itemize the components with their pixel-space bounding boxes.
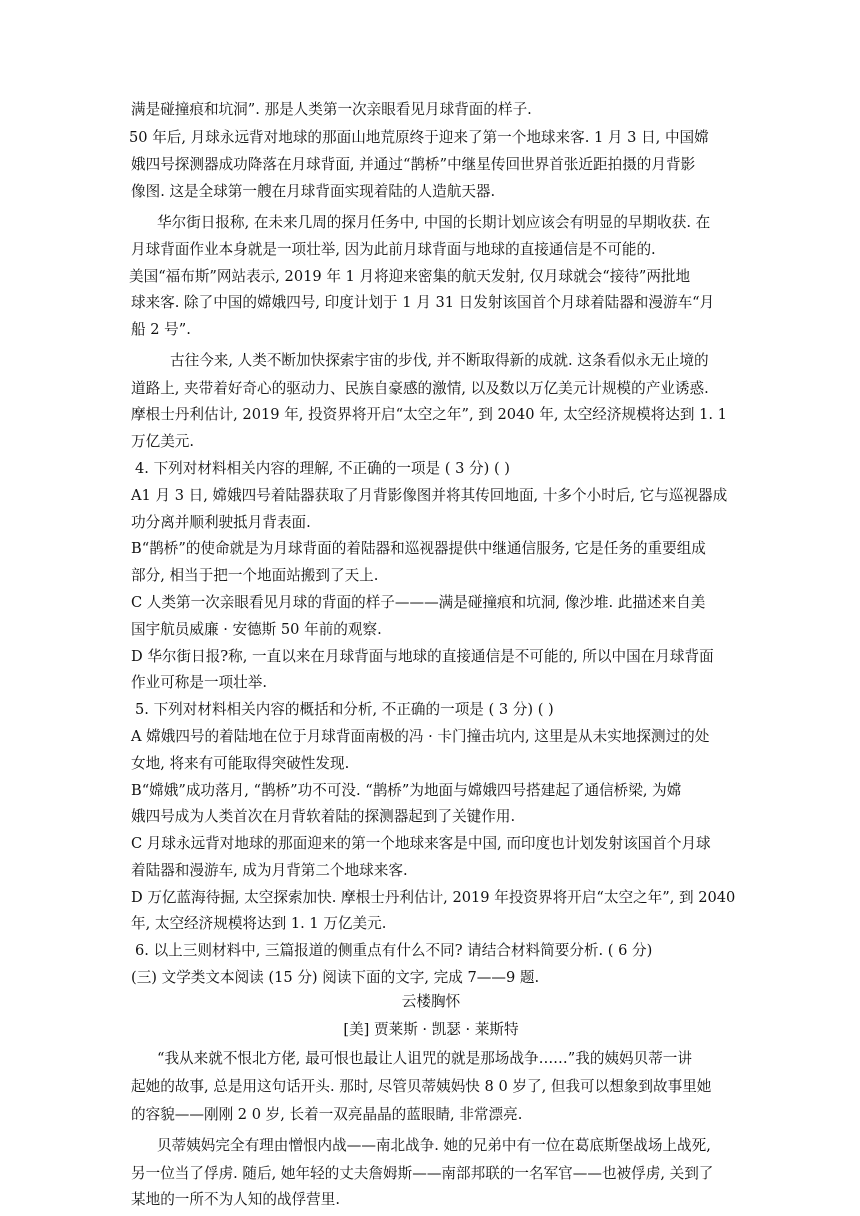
question-6: 6. 以上三则材料中, 三篇报道的侧重点有什么不同? 请结合材料简要分析. ( 6 分) bbox=[135, 942, 653, 959]
text-line: “我从来就不恨北方佬, 最可恨也最让人诅咒的就是那场战争……”我的姨妈贝蒂一讲 bbox=[157, 1050, 692, 1067]
text-line: 美国“福布斯”网站表示, 2019 年 1 月将迎来密集的航天发射, 仅月球就会“接待”两批地 bbox=[129, 268, 691, 285]
text-line: 娥四号探测器成功降落在月球背面, 并通过“鹊桥”中继星传回世界首张近距拍摄的月背影 bbox=[131, 156, 696, 173]
article-title: 云楼胸怀 bbox=[401, 993, 461, 1010]
option-b-cont: 娥四号成为人类首次在月背软着陆的探测器起到了关键作用. bbox=[131, 808, 516, 825]
text-line: 月球背面作业本身就是一项壮举, 因为此前月球背面与地球的直接通信是不可能的. bbox=[131, 241, 656, 258]
option-a: A 嫦娥四号的着陆地在位于月球背面南极的冯 · 卡门撞击坑内, 这里是从未实地探测过的处 bbox=[131, 728, 710, 745]
text-line: 的容貌——刚刚 2 0 岁, 长着一双亮晶晶的蓝眼睛, 非常漂亮. bbox=[131, 1106, 523, 1123]
option-d: D 华尔街日报?称, 一直以来在月球背面与地球的直接通信是不可能的, 所以中国在月球背面 bbox=[131, 648, 714, 665]
option-d: D 万亿蓝海待掘, 太空探索加快. 摩根士丹利估计, 2019 年投资界将开启“太空之年”, 到 2040 bbox=[131, 889, 736, 906]
text-line: 球来客. 除了中国的嫦娥四号, 印度计划于 1 月 31 日发射该国首个月球着陆器和漫游车“月 bbox=[131, 294, 715, 311]
option-c: C 月球永远背对地球的那面迎来的第一个地球来客是中国, 而印度也计划发射该国首个月球 bbox=[131, 835, 711, 852]
question-4: 4. 下列对材料相关内容的理解, 不正确的一项是 ( 3 分) ( ) bbox=[135, 460, 510, 477]
text-line: 另一位当了俘虏. 随后, 她年轻的丈夫詹姆斯——南部邦联的一名军官——也被俘虏, 关到了 bbox=[131, 1165, 714, 1182]
question-5: 5. 下列对材料相关内容的概括和分析, 不正确的一项是 ( 3 分) ( ) bbox=[135, 701, 554, 718]
text-line: 50 年后, 月球永远背对地球的那面山地荒原终于迎来了第一个地球来客. 1 月 3 日, 中国嫦 bbox=[129, 129, 709, 146]
option-a: A1 月 3 日, 嫦娥四号着陆器获取了月背影像图并将其传回地面, 十多个小时后, 它与巡视器成 bbox=[131, 487, 728, 504]
option-d-cont: 作业可称是一项壮举. bbox=[131, 674, 267, 691]
text-line: 船 2 号”. bbox=[131, 321, 191, 338]
text-line: 贝蒂姨妈完全有理由憎恨内战——南北战争. 她的兄弟中有一位在葛底斯堡战场上战死, bbox=[157, 1137, 711, 1154]
option-b: B“鹊桥”的使命就是为月球背面的着陆器和巡视器提供中继通信服务, 它是任务的重要组成 bbox=[131, 540, 706, 557]
text-line: 古往今来, 人类不断加快探索宇宙的步伐, 并不断取得新的成就. 这条看似永无止境的 bbox=[170, 352, 709, 369]
text-line: 万亿美元. bbox=[131, 433, 195, 450]
section-heading: (三) 文学类文本阅读 (15 分) 阅读下面的文字, 完成 7——9 题. bbox=[131, 969, 540, 986]
text-line: 摩根士丹利估计, 2019 年, 投资界将开启“太空之年”, 到 2040 年, 太空经济规模将达到 1. 1 bbox=[131, 406, 727, 423]
option-a-cont: 女地, 将来有可能取得突破性发现. bbox=[131, 755, 350, 772]
text-line: 道路上, 夹带着好奇心的驱动力、民族自豪感的激情, 以及数以万亿美元计规模的产业诱惑. bbox=[131, 380, 709, 397]
option-a-cont: 功分离并顺利驶抵月背表面. bbox=[131, 514, 311, 531]
text-line: 华尔街日报称, 在未来几周的探月任务中, 中国的长期计划应该会有明显的早期收获. 在 bbox=[157, 214, 711, 231]
text-line: 某地的一所不为人知的战俘营里. bbox=[131, 1191, 340, 1208]
option-c-cont: 着陆器和漫游车, 成为月背第二个地球来客. bbox=[131, 862, 408, 879]
option-c-cont: 国宇航员威廉 · 安德斯 50 年前的观察. bbox=[131, 621, 382, 638]
option-b: B“嫦娥”成功落月, “鹊桥”功不可没. “鹊桥”为地面与嫦娥四号搭建起了通信桥梁, 为嫦 bbox=[131, 782, 682, 799]
option-b-cont: 部分, 相当于把一个地面站搬到了天上. bbox=[131, 567, 379, 584]
article-author: [美] 贾莱斯 · 凯瑟 · 莱斯特 bbox=[343, 1021, 519, 1038]
option-d-cont: 年, 太空经济规模将达到 1. 1 万亿美元. bbox=[131, 915, 387, 932]
option-c: C 人类第一次亲眼看见月球的背面的样子———满是碰撞痕和坑洞, 像沙堆. 此描述来自美 bbox=[131, 594, 706, 611]
text-line: 起她的故事, 总是用这句话开头. 那时, 尽管贝蒂姨妈快 8 0 岁了, 但我可以想象到故事里她 bbox=[131, 1078, 712, 1095]
text-line: 像图. 这是全球第一艘在月球背面实现着陆的人造航天器. bbox=[131, 183, 496, 200]
text-line: 满是碰撞痕和坑洞”. 那是人类第一次亲眼看见月球背面的样子. bbox=[131, 101, 532, 118]
